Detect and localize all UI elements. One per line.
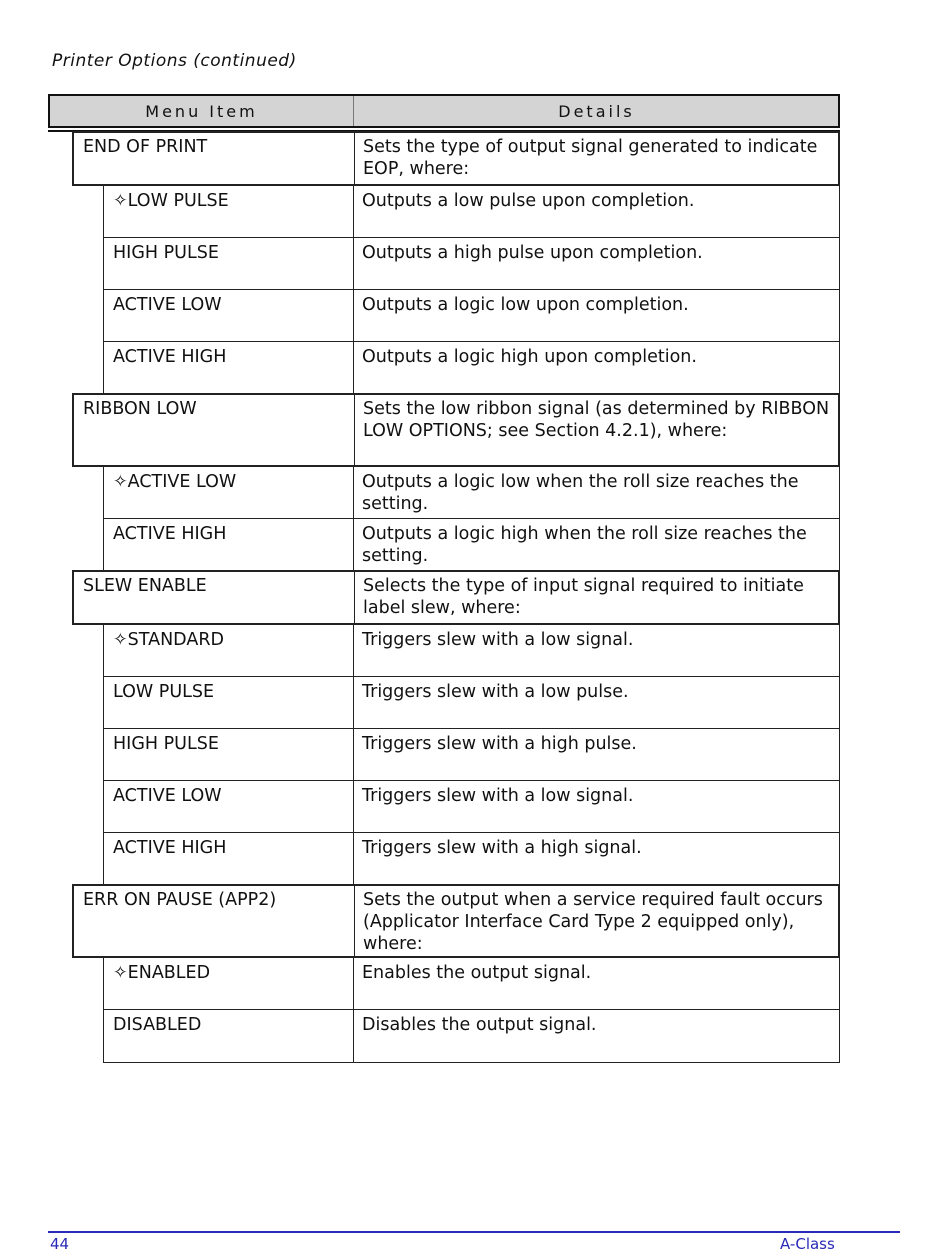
menu-item-label: ENABLED bbox=[127, 963, 211, 983]
option-value-row bbox=[103, 185, 840, 238]
details-cell: Triggers slew with a high pulse. bbox=[362, 734, 637, 754]
details-cell: Disables the output signal. bbox=[362, 1015, 597, 1035]
menu-item-label: ERR ON PAUSE (APP2) bbox=[83, 890, 277, 910]
menu-item-cell bbox=[104, 1010, 354, 1062]
details-cell: Triggers slew with a low signal. bbox=[362, 786, 634, 806]
option-group-row bbox=[72, 570, 840, 625]
default-star-icon: ✧ bbox=[113, 630, 128, 650]
menu-item-label: END OF PRINT bbox=[83, 137, 208, 157]
menu-item-label: ACTIVE LOW bbox=[113, 786, 222, 806]
page-number: 44 bbox=[50, 1235, 70, 1253]
page-caption: Printer Options (continued) bbox=[52, 51, 297, 71]
option-value-row bbox=[103, 1009, 840, 1063]
menu-item-label: LOW PULSE bbox=[127, 191, 229, 211]
menu-item-cell bbox=[104, 342, 354, 393]
menu-item-cell bbox=[74, 572, 355, 623]
menu-item-column-header: Menu Item bbox=[50, 96, 354, 126]
menu-item-label: SLEW ENABLE bbox=[83, 576, 207, 596]
menu-item-cell bbox=[104, 677, 354, 728]
menu-item-cell bbox=[74, 886, 355, 956]
menu-item-label: STANDARD bbox=[127, 630, 224, 650]
option-value-row bbox=[103, 832, 840, 885]
table-header bbox=[48, 94, 840, 128]
details-cell: Selects the type of input signal required to initiate label slew, where: bbox=[363, 576, 804, 618]
menu-item-cell bbox=[104, 186, 354, 237]
menu-item-cell bbox=[104, 729, 354, 780]
menu-item-cell bbox=[74, 133, 355, 184]
details-cell: Outputs a low pulse upon completion. bbox=[362, 191, 695, 211]
details-cell: Sets the type of output signal generated to indicate EOP, where: bbox=[363, 137, 818, 179]
option-value-row bbox=[103, 780, 840, 833]
option-value-row bbox=[103, 624, 840, 677]
menu-item-cell bbox=[104, 519, 354, 570]
option-group-row bbox=[72, 131, 840, 186]
details-cell: Outputs a logic high when the roll size reaches the setting. bbox=[362, 524, 807, 566]
details-cell: Enables the output signal. bbox=[362, 963, 592, 983]
menu-item-label: LOW PULSE bbox=[113, 682, 215, 702]
default-star-icon: ✧ bbox=[113, 963, 128, 983]
menu-item-label: DISABLED bbox=[113, 1015, 202, 1035]
details-cell: Sets the low ribbon signal (as determined by RIBBON LOW OPTIONS; see Section 4.2.1), where: bbox=[363, 399, 830, 441]
details-cell: Outputs a logic low when the roll size reaches the setting. bbox=[362, 472, 799, 514]
product-name: A-Class bbox=[780, 1235, 835, 1253]
details-cell: Outputs a logic high upon completion. bbox=[362, 347, 697, 367]
menu-item-label: ACTIVE HIGH bbox=[113, 838, 227, 858]
details-cell: Triggers slew with a low pulse. bbox=[362, 682, 629, 702]
option-value-row bbox=[103, 237, 840, 290]
menu-item-label: ACTIVE LOW bbox=[127, 472, 237, 492]
menu-item-cell bbox=[104, 625, 354, 676]
menu-item-cell bbox=[74, 395, 355, 465]
details-cell: Outputs a high pulse upon completion. bbox=[362, 243, 703, 263]
details-cell: Triggers slew with a high signal. bbox=[362, 838, 642, 858]
option-value-row bbox=[103, 728, 840, 781]
menu-item-cell bbox=[104, 467, 354, 518]
details-cell: Triggers slew with a low signal. bbox=[362, 630, 634, 650]
menu-item-label: ACTIVE LOW bbox=[113, 295, 222, 315]
option-value-row bbox=[103, 957, 840, 1010]
menu-item-label: HIGH PULSE bbox=[113, 243, 219, 263]
menu-item-cell bbox=[104, 290, 354, 341]
option-group-row bbox=[72, 393, 840, 467]
menu-item-label: ACTIVE HIGH bbox=[113, 347, 227, 367]
menu-item-cell bbox=[104, 833, 354, 884]
option-group-row bbox=[72, 884, 840, 958]
menu-item-cell bbox=[104, 958, 354, 1009]
details-cell: Sets the output when a service required fault occurs (Applicator Interface Card Type 2 equipped only), where: bbox=[363, 890, 823, 954]
option-value-row bbox=[103, 676, 840, 729]
menu-item-cell bbox=[104, 781, 354, 832]
menu-item-label: HIGH PULSE bbox=[113, 734, 219, 754]
menu-item-label: ACTIVE HIGH bbox=[113, 524, 227, 544]
option-value-row bbox=[103, 466, 840, 519]
option-value-row bbox=[103, 289, 840, 342]
default-star-icon: ✧ bbox=[113, 191, 128, 211]
details-column-header: Details bbox=[558, 102, 635, 121]
default-star-icon: ✧ bbox=[113, 472, 128, 492]
footer-rule bbox=[48, 1231, 900, 1233]
menu-item-label: RIBBON LOW bbox=[83, 399, 197, 419]
option-value-row bbox=[103, 341, 840, 394]
details-cell: Outputs a logic low upon completion. bbox=[362, 295, 689, 315]
menu-item-cell bbox=[104, 238, 354, 289]
option-value-row bbox=[103, 518, 840, 571]
